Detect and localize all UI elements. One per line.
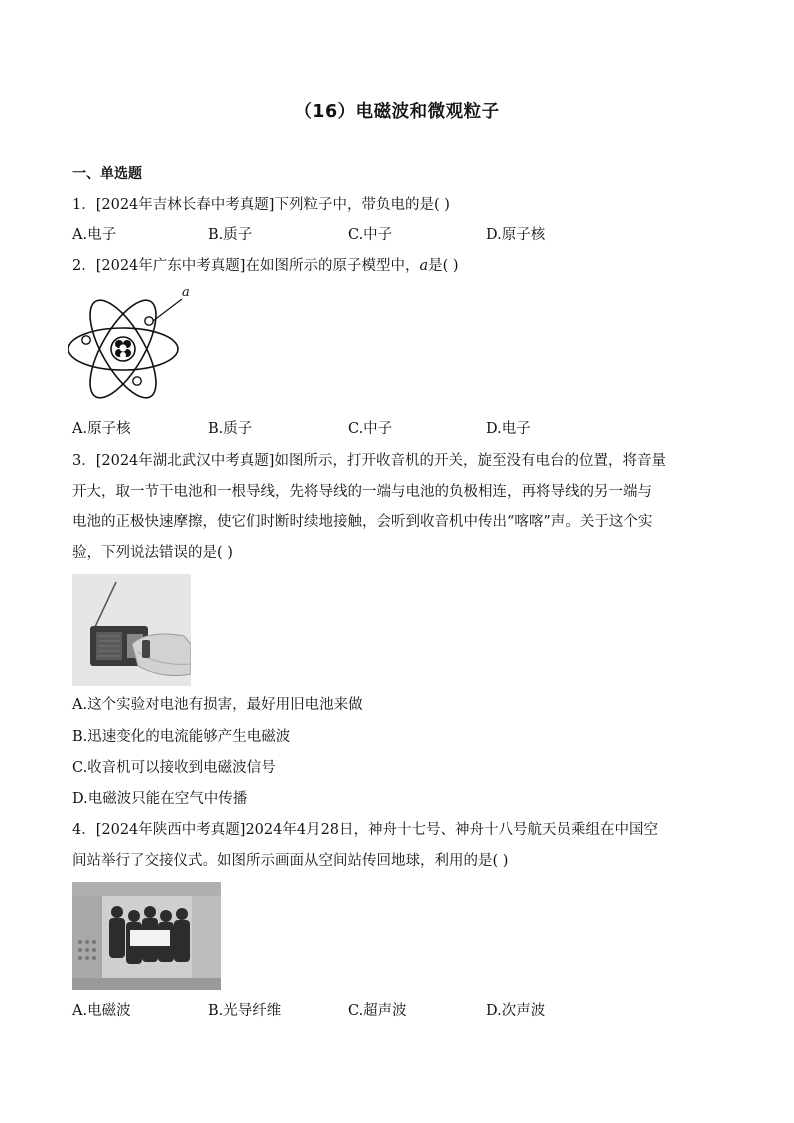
question-3-line: 电池的正极快速摩擦，使它们时断时续地接触，会听到收音机中传出“喀喀”声。关于这个实 [72,514,653,530]
q1-option-d: D.原子核 [486,227,546,243]
question-2-stem-suffix: 是( ) [428,258,459,274]
radio-battery-photo [72,574,191,686]
q4-option-a: A.电磁波 [72,1003,131,1019]
question-2-stem [72,256,459,276]
q1-option-b: B.质子 [208,227,253,243]
question-3-line: 开大，取一节干电池和一根导线，先将导线的一端与电池的负极相连，再将导线的另一端与 [72,483,652,500]
question-3-stem [72,446,722,568]
question-3-line: 3．[2024年湖北武汉中考真题]如图所示，打开收音机的开关，旋至没有电台的位置，将音量 [72,453,666,469]
page-title: （16）电磁波和微观粒子 [294,102,500,122]
label-leader-line [153,299,182,321]
q2-option-a: A.原子核 [72,421,131,437]
q2-option-d: D.电子 [486,421,531,437]
figure-label-a: a [182,285,190,300]
q3-option-a: A.这个实验对电池有损害，最好用旧电池来做 [72,697,363,713]
q3-option-b: B.迅速变化的电流能够产生电磁波 [72,729,291,745]
section-heading: 一、单选题 [72,166,142,182]
q2-option-b: B.质子 [208,421,253,437]
q1-option-c: C.中子 [348,227,393,243]
question-4-line: 4．[2024年陕西中考真题]2024年4月28日，神舟十七号、神舟十八号航天员乘组在中国空 [72,822,659,838]
q4-option-b: B.光导纤维 [208,1003,282,1019]
question-3-line: 验，下列说法错误的是( ) [72,544,233,561]
space-station-photo [72,882,221,990]
question-2-variable: a [419,258,429,274]
q4-option-c: C.超声波 [348,1003,407,1019]
q2-option-c: C.中子 [348,421,393,437]
q3-option-c: C.收音机可以接收到电磁波信号 [72,760,276,776]
question-1-stem: 1．[2024年吉林长春中考真题]下列粒子中，带负电的是( ) [72,197,450,213]
atom-model-figure [68,283,198,413]
question-2-stem-prefix: 2．[2024年广东中考真题]在如图所示的原子模型中， [72,258,420,274]
q4-option-d: D.次声波 [486,1003,546,1019]
electron [133,377,141,385]
q1-option-a: A.电子 [72,227,117,243]
nucleus [115,340,131,358]
electron [82,336,90,344]
electron [145,317,153,325]
question-4-line: 间站举行了交接仪式。如图所示画面从空间站传回地球，利用的是( ) [72,852,509,869]
q3-option-d: D.电磁波只能在空气中传播 [72,791,248,807]
question-4-stem [72,815,722,876]
